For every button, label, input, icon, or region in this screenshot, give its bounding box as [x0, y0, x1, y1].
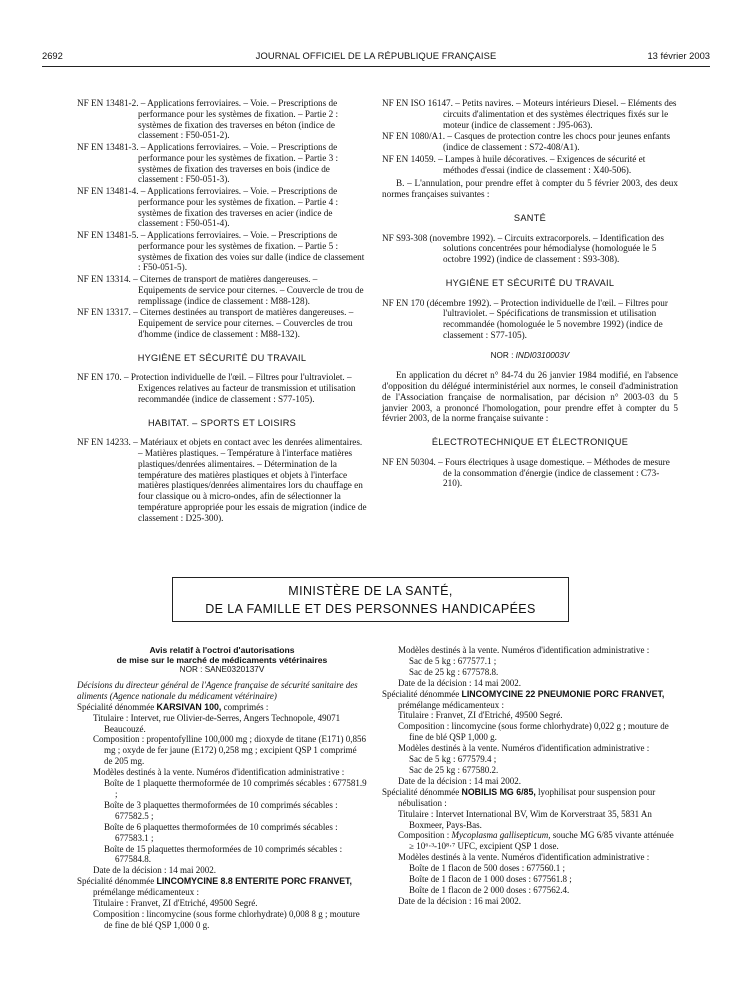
specialite-label: Spécialité dénommée [77, 701, 155, 712]
left-column-avis [77, 645, 367, 931]
specialite-label: Spécialité dénommée [382, 786, 460, 797]
package-item: Sac de 5 kg : 677579.4 ; [409, 754, 497, 765]
standard-entry: NF EN 13314. – Citernes de transport de matières dangereuses. – Equipements de service pour citernes. – Couvercle de trou de remplissage (indice de classement : M88-128). [77, 274, 364, 306]
standard-entry: NF EN 14059. – Lampes à huile décoratives. – Exigences de sécurité et méthodes d'essai (indice de classement : X40-506). [382, 153, 646, 175]
package-item: Boîte de 1 flacon de 2 000 doses : 677562.4. [409, 884, 570, 895]
package-item: Boîte de 3 plaquettes thermoformées de 10 comprimés sécables : 677582.5 ; [104, 799, 338, 821]
section-heading: ÉLECTROTECHNIQUE ET ÉLECTRONIQUE [431, 437, 629, 447]
nor-label: NOR : [490, 350, 514, 360]
standard-entry: NF EN 170. – Protection individuelle de l'œil. – Filtres pour l'ultraviolet. – Exigences relatives au facteur de transmission et utilisation recommandée (indice de classement : S77-105). [77, 372, 356, 404]
ministry-line-2: DE LA FAMILLE ET DES PERSONNES HANDICAPÉES [205, 602, 536, 616]
specialite-lincomycine-22 [382, 689, 678, 711]
package-item: Boîte de 1 flacon de 500 doses : 677560.1 ; [409, 863, 565, 874]
package-item: Sac de 25 kg : 677578.8. [409, 666, 499, 677]
homologation-paragraph: En application du décret n° 84-74 du 26 janvier 1984 modifié, en l'absence d'opposition du délégué interministériel aux normes, le conseil d'administration de l'Association française de normalisation, par décision n° 2003-03 du 5 janvier 2003, a prononcé l'homologation, pour prendre effet à compter du 5 février 2003, de la norme française suivante : [382, 370, 678, 424]
composition [382, 830, 678, 852]
standard-entry: NF EN 170 (décembre 1992). – Protection individuelle de l'œil. – Filtres pour l'ultraviolet. – Spécifications de transmission et utilisation recommandée (homologuée le 5 novembre 1992) (indice de classement : S77-105). [382, 297, 668, 340]
standard-entry: NF EN ISO 16147. – Petits navires. – Moteurs intérieurs Diesel. – Eléments des circuits d'alimentation et des systèmes électriques fixés sur le moteur (indice de classement : J95-063). [382, 98, 677, 130]
specialite-karsivan [77, 702, 367, 713]
nor-reference [382, 351, 678, 362]
product-name: NOBILIS MG 6/85, [461, 786, 536, 797]
decision-date: Date de la décision : 14 mai 2002. [398, 677, 521, 688]
titulaire: Titulaire : Franvet, ZI d'Etriché, 49500 Segré. [93, 898, 258, 909]
specialite-label: Spécialité dénommée [77, 876, 155, 887]
specialite-lincomycine-8-8 [77, 876, 367, 898]
section-heading: HABITAT. – SPORTS ET LOISIRS [147, 417, 297, 428]
avis-nor: NOR : SANE0320137V [179, 665, 265, 674]
modeles-heading: Modèles destinés à la vente. Numéros d'identification administrative : [398, 645, 650, 655]
composition: Composition : lincomycine (sous forme chlorhydrate) 0,022 g ; mouture de fine de blé QSP 1,000 g. [398, 721, 669, 743]
standard-entry: NF EN 1080/A1. – Casques de protection contre les chocs pour jeunes enfants (indice de classement : S72-408/A1). [382, 131, 671, 152]
modeles-heading: Modèles destinés à la vente. Numéros d'identification administrative : [398, 743, 650, 754]
package-item: Boîte de 15 plaquettes thermoformées de 10 comprimés sécables : 677584.8. [104, 843, 343, 865]
decision-date: Date de la décision : 14 mai 2002. [93, 865, 216, 876]
section-heading: SANTÉ [513, 212, 547, 223]
modeles-heading: Modèles destinés à la vente. Numéros d'identification administrative : [398, 852, 650, 863]
annulation-paragraph: B. – L'annulation, pour prendre effet à compter du 5 février 2003, des deux normes françaises suivantes : [382, 178, 678, 199]
avis-title-line-2: de mise sur le marché de médicaments vétérinaires [116, 655, 328, 665]
package-item: Boîte de 1 plaquette thermoformée de 10 comprimés sécables : 677581.9 ; [104, 778, 367, 799]
issue-date: 13 février 2003 [647, 50, 710, 61]
decision-date: Date de la décision : 14 mai 2002. [398, 775, 521, 786]
package-item: Sac de 25 kg : 677580.2. [409, 764, 499, 775]
right-column-standards [382, 98, 678, 489]
organism-name: Mycoplasma gallisepticum, [451, 830, 551, 841]
standard-entry: NF EN 14233. – Matériaux et objets en contact avec les denrées alimentaires. – Matières plastiques. – Température à l'interface matières plastiques/denrées alimentaires. – Détermination de la température des matières plastiques et objets à l'interface matières plastiques/denrées alimentaires lors du chauffage en four classique ou à micro-ondes, afin de sélectionner la température appropriée pour les essais de migration (indice de classement : D25-300). [77, 437, 367, 523]
decision-date: Date de la décision : 16 mai 2002. [398, 895, 521, 906]
composition: Composition : lincomycine (sous forme chlorhydrate) 0,008 8 g ; mouture de fine de blé QSP 1,000 0 g. [93, 908, 360, 930]
standard-entry: NF EN 13481-5. – Applications ferroviaires. – Voie. – Prescriptions de performance pour les systèmes de fixation. – Partie 5 : systèmes de fixation des voies sur dalle (indice de classement : F50-051-5). [77, 230, 365, 273]
standard-entry: NF EN 13481-2. – Applications ferroviaires. – Voie. – Prescriptions de performance pour les systèmes de fixation. – Partie 2 : systèmes de fixation des traverses en béton (indice de classement : F50-051-2). [77, 98, 339, 141]
standard-entry: NF EN 13481-4. – Applications ferroviaires. – Voie. – Prescriptions de performance pour les systèmes de fixation. – Partie 4 : systèmes de fixation des traverses en acier (indice de classement : F50-051-4). [77, 186, 339, 229]
titulaire: Titulaire : Franvet, ZI d'Etriché, 49500 Segré. [398, 710, 563, 721]
nor-code: INDI0310003V [515, 350, 570, 360]
composition-detail: souche MG 6/85 vivante atténuée ≥ 10⁶·³-10⁸·⁷ UFC, excipient QSP 1 dose. [409, 830, 674, 852]
page-header [42, 50, 710, 64]
ministry-heading-box [172, 577, 569, 622]
ministry-line-1: MINISTÈRE DE LA SANTÉ, [288, 584, 453, 598]
product-form: lyophilisat pour suspension pour nébulisation : [398, 786, 656, 808]
titulaire: Titulaire : Intervet International BV, Wim de Korverstraat 35, 5831 An Boxmeer, Pays-Bas. [398, 808, 652, 830]
titulaire: Titulaire : Intervet, rue Olivier-de-Serres, Angers Technopole, 49071 Beaucouzé. [93, 712, 341, 734]
product-name: LINCOMYCINE 8.8 ENTERITE PORC FRANVET, [156, 876, 352, 887]
package-item: Boîte de 1 flacon de 1 000 doses : 677561.8 ; [409, 874, 572, 885]
product-form: prémélange médicamenteux : [93, 887, 199, 898]
standard-entry: NF EN 13481-3. – Applications ferroviaires. – Voie. – Prescriptions de performance pour les systèmes de fixation. – Partie 3 : systèmes de fixation des traverses en bois (indice de classement : F50-051-3). [77, 142, 339, 185]
standard-entry: NF EN 13317. – Citernes destinées au transport de matières dangereuses. – Equipement de service pour citernes. – Couvercles de trou d'homme (indice de classement : M88-132). [77, 307, 354, 339]
package-item: Boîte de 6 plaquettes thermoformées de 10 comprimés sécables : 677583.1 ; [104, 821, 338, 843]
product-form: comprimés : [223, 701, 269, 712]
composition: Composition : propentofylline 100,000 mg ; dioxyde de titane (E171) 0,856 mg ; oxyde de fer jaune (E172) 0,258 mg ; excipient QSP 1 comprimé de 205 mg. [93, 734, 366, 767]
section-heading: HYGIÈNE ET SÉCURITÉ DU TRAVAIL [445, 277, 615, 288]
decisions-heading: Décisions du directeur général de l'Agence française de sécurité sanitaire des aliments (Agence nationale du médicament vétérinaire) [77, 679, 358, 701]
specialite-label: Spécialité dénommée [382, 688, 460, 699]
standard-entry: NF EN 50304. – Fours électriques à usage domestique. – Méthodes de mesure de la consommation d'énergie (indice de classement : C73-210). [382, 456, 670, 489]
page-number: 2692 [42, 50, 63, 61]
header-rule [42, 66, 710, 67]
journal-title: JOURNAL OFFICIEL DE LA RÉPUBLIQUE FRANÇAISE [255, 50, 497, 61]
package-item: Sac de 5 kg : 677577.1 ; [409, 655, 497, 666]
composition-label: Composition : [398, 830, 450, 841]
product-form: prémélange médicamenteux : [398, 699, 504, 710]
product-name: LINCOMYCINE 22 PNEUMONIE PORC FRANVET, [461, 688, 665, 699]
specialite-nobilis [382, 787, 678, 809]
left-column-standards [77, 98, 367, 523]
section-heading: HYGIÈNE ET SÉCURITÉ DU TRAVAIL [137, 352, 307, 363]
standard-entry: NF S93-308 (novembre 1992). – Circuits extracorporels. – Identification des solutions concentrées pour hémodialyse (homologuée le 5 octobre 1992) (indice de classement : S93-308). [382, 232, 664, 264]
avis-title-line-1: Avis relatif à l'octroi d'autorisations [149, 645, 295, 655]
right-column-avis [382, 645, 678, 907]
modeles-heading: Modèles destinés à la vente. Numéros d'identification administrative : [93, 767, 345, 778]
product-name: KARSIVAN 100, [156, 701, 222, 712]
